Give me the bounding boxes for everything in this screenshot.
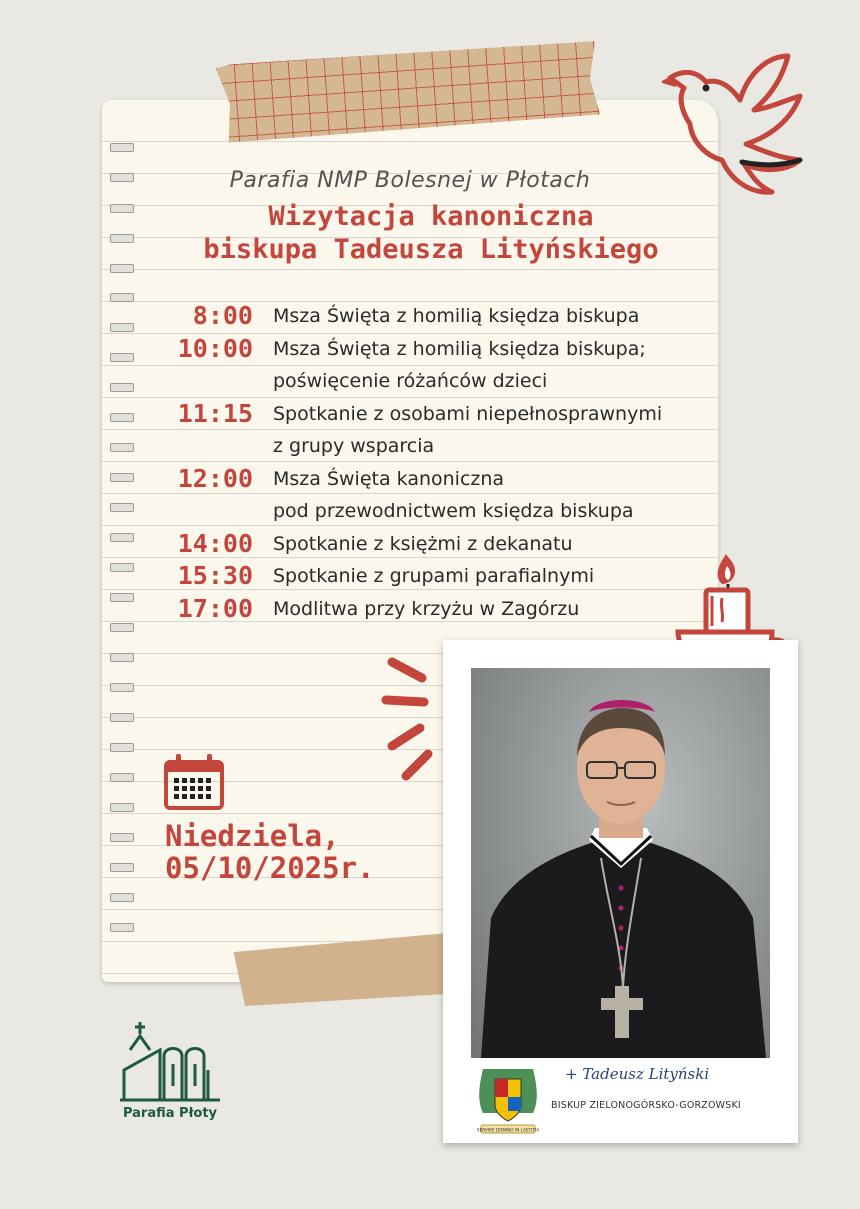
binder-hole: [110, 503, 134, 512]
schedule-item: [150, 333, 720, 398]
binder-hole: [110, 683, 134, 692]
page-title: [102, 200, 760, 266]
schedule-description: [273, 528, 703, 561]
binder-hole: [110, 533, 134, 542]
binder-hole: [110, 893, 134, 902]
schedule-item: [150, 300, 720, 333]
portrait-illustration: [471, 668, 770, 1058]
binder-hole: [110, 593, 134, 602]
binder-hole: [110, 473, 134, 482]
parish-name: Parafia NMP Bolesnej w Płotach: [229, 168, 591, 193]
binder-hole: [110, 353, 134, 362]
schedule-line: Spotkanie z osobami niepełnosprawnymi: [273, 402, 663, 425]
binder-hole: [110, 563, 134, 572]
binder-hole: [110, 143, 134, 152]
schedule-item: [150, 560, 720, 593]
schedule-time: 15:30: [177, 561, 253, 590]
title-line-1: Wizytacja kanoniczna: [268, 201, 594, 232]
schedule-item: [150, 528, 720, 561]
schedule-item: [150, 593, 720, 626]
date-value: 05/10/2025r.: [165, 851, 375, 885]
parish-logo-name: Parafia Płoty: [122, 1106, 218, 1121]
binder-hole: [110, 713, 134, 722]
schedule-time: 12:00: [177, 463, 253, 493]
schedule-line: Spotkanie z grupami parafialnymi: [273, 565, 595, 587]
schedule-line: Spotkanie z księżmi z dekanatu: [273, 532, 573, 555]
binder-hole: [110, 623, 134, 632]
schedule-description: [273, 593, 703, 626]
bishop-photo-card: [443, 640, 798, 1143]
coat-of-arms-icon: [473, 1065, 543, 1137]
schedule-line: pod przewodnictwem księdza biskupa: [273, 500, 634, 522]
schedule-time: 10:00: [177, 333, 253, 363]
binder-hole: [110, 443, 134, 452]
binder-hole: [110, 293, 134, 302]
schedule-time: 11:15: [177, 398, 253, 428]
binder-hole: [110, 653, 134, 662]
schedule-line: poświęcenie różańców dzieci: [273, 370, 548, 392]
binder-hole: [110, 923, 134, 932]
bishop-signature: + Tadeusz Lityński: [565, 1065, 710, 1083]
calendar-icon: [164, 754, 224, 810]
schedule-description: [273, 333, 703, 398]
schedule-item: [150, 463, 720, 528]
schedule-line: Msza Święta z homilią księdza biskupa: [273, 305, 640, 327]
schedule-line: z grupy wsparcia: [273, 435, 435, 457]
schedule-list: [150, 300, 720, 625]
schedule-description: [273, 463, 703, 528]
binder-hole: [110, 773, 134, 782]
bishop-portrait: [471, 668, 770, 1058]
schedule-time: 14:00: [177, 528, 253, 558]
schedule-description: [273, 398, 703, 463]
schedule-time: 17:00: [177, 593, 253, 623]
schedule-line: Msza Święta z homilią księdza biskupa;: [273, 337, 646, 360]
decorative-strokes: [380, 650, 440, 785]
schedule-line: Msza Święta kanoniczna: [273, 467, 505, 490]
event-date: [165, 820, 375, 884]
schedule-item: [150, 398, 720, 463]
title-line-2: biskupa Tadeusza Lityńskiego: [203, 234, 659, 265]
binder-hole: [110, 743, 134, 752]
binder-hole: [110, 803, 134, 812]
binder-hole: [110, 863, 134, 872]
binder-hole: [110, 833, 134, 842]
coat-of-arms-motto: SERVIRE DOMINO IN LAETITIA: [476, 1127, 540, 1133]
binder-hole: [110, 383, 134, 392]
schedule-description: [273, 560, 703, 593]
bishop-caption: BISKUP ZIELONOGÓRSKO-GORZOWSKI: [551, 1100, 741, 1111]
schedule-time: 8:00: [192, 301, 253, 330]
schedule-description: [273, 300, 703, 333]
date-weekday: Niedziela,: [165, 819, 340, 853]
schedule-line: Modlitwa przy krzyżu w Zagórzu: [273, 597, 580, 620]
binder-hole: [110, 413, 134, 422]
church-logo-icon: [120, 1020, 220, 1102]
binder-hole: [110, 323, 134, 332]
